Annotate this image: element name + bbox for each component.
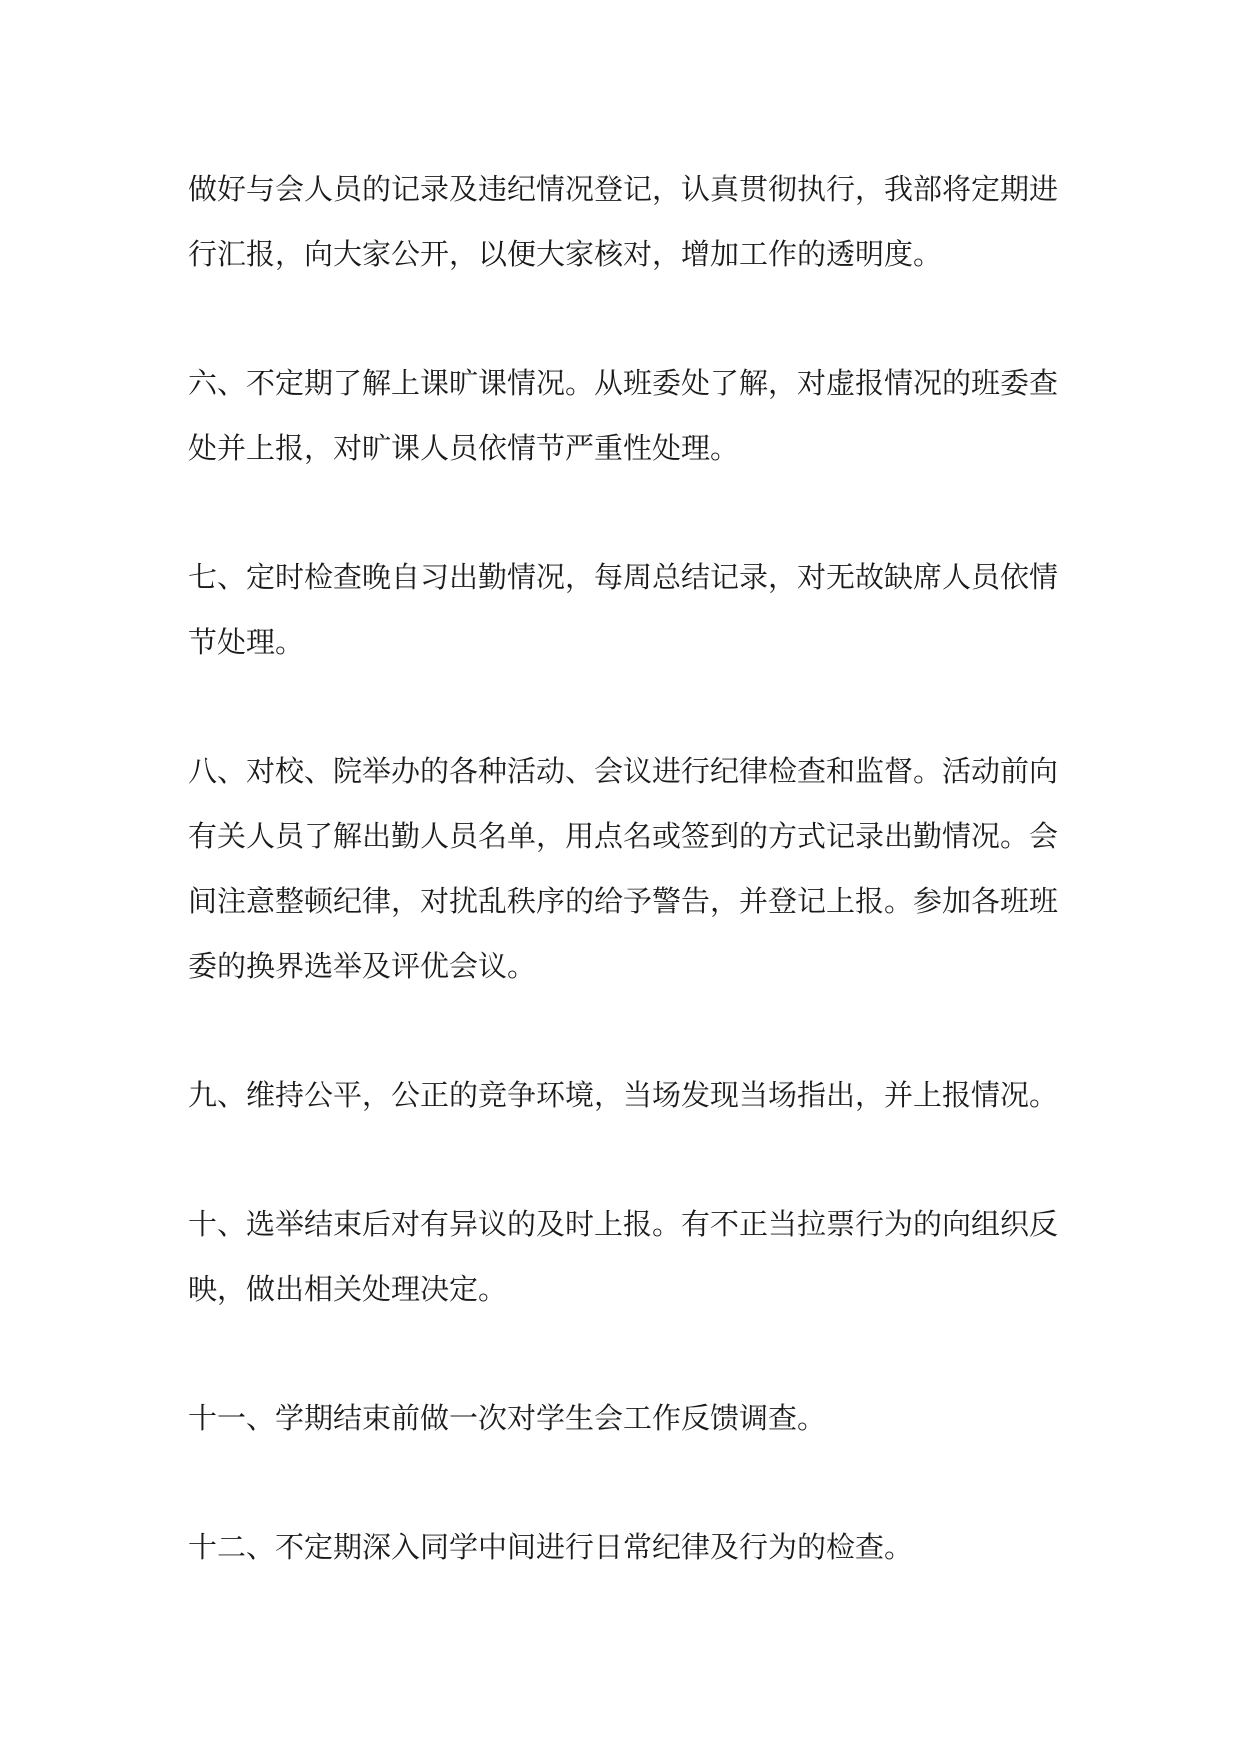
paragraph-line: 委的换界选举及评优会议。 [188,949,537,983]
paragraph-line: 十、选举结束后对有异议的及时上报。有不正当拉票行为的向组织反 [188,1207,1059,1241]
document-body [188,157,1078,1644]
paragraph-line: 节处理。 [188,625,305,659]
paragraph-item-10 [188,1192,1078,1322]
paragraph-attendance-record [188,157,1078,287]
paragraph-line: 八、对校、院举办的各种活动、会议进行纪律检查和监督。活动前向 [188,754,1059,788]
paragraph-line: 七、定时检查晚自习出勤情况，每周总结记录，对无故缺席人员依情 [188,560,1059,594]
paragraph-line: 六、不定期了解上课旷课情况。从班委处了解，对虚报情况的班委查 [188,366,1059,400]
paragraph-line: 间注意整顿纪律，对扰乱秩序的给予警告，并登记上报。参加各班班 [188,884,1059,918]
paragraph-item-8 [188,739,1078,999]
paragraph-item-11 [188,1386,1078,1451]
paragraph-line: 十一、学期结束前做一次对学生会工作反馈调查。 [188,1401,827,1435]
paragraph-item-9 [188,1063,1078,1128]
paragraph-line: 有关人员了解出勤人员名单，用点名或签到的方式记录出勤情况。会 [188,819,1059,853]
paragraph-line: 映，做出相关处理决定。 [188,1272,508,1306]
paragraph-item-12 [188,1515,1078,1580]
paragraph-line: 做好与会人员的记录及违纪情况登记，认真贯彻执行，我部将定期进 [188,172,1059,206]
paragraph-line: 九、维持公平，公正的竞争环境，当场发现当场指出，并上报情况。 [188,1078,1059,1112]
paragraph-line: 处并上报，对旷课人员依情节严重性处理。 [188,431,740,465]
paragraph-line: 十二、不定期深入同学中间进行日常纪律及行为的检查。 [188,1530,914,1564]
paragraph-item-6 [188,351,1078,481]
paragraph-line: 行汇报，向大家公开，以便大家核对，增加工作的透明度。 [188,237,943,271]
paragraph-item-7 [188,545,1078,675]
